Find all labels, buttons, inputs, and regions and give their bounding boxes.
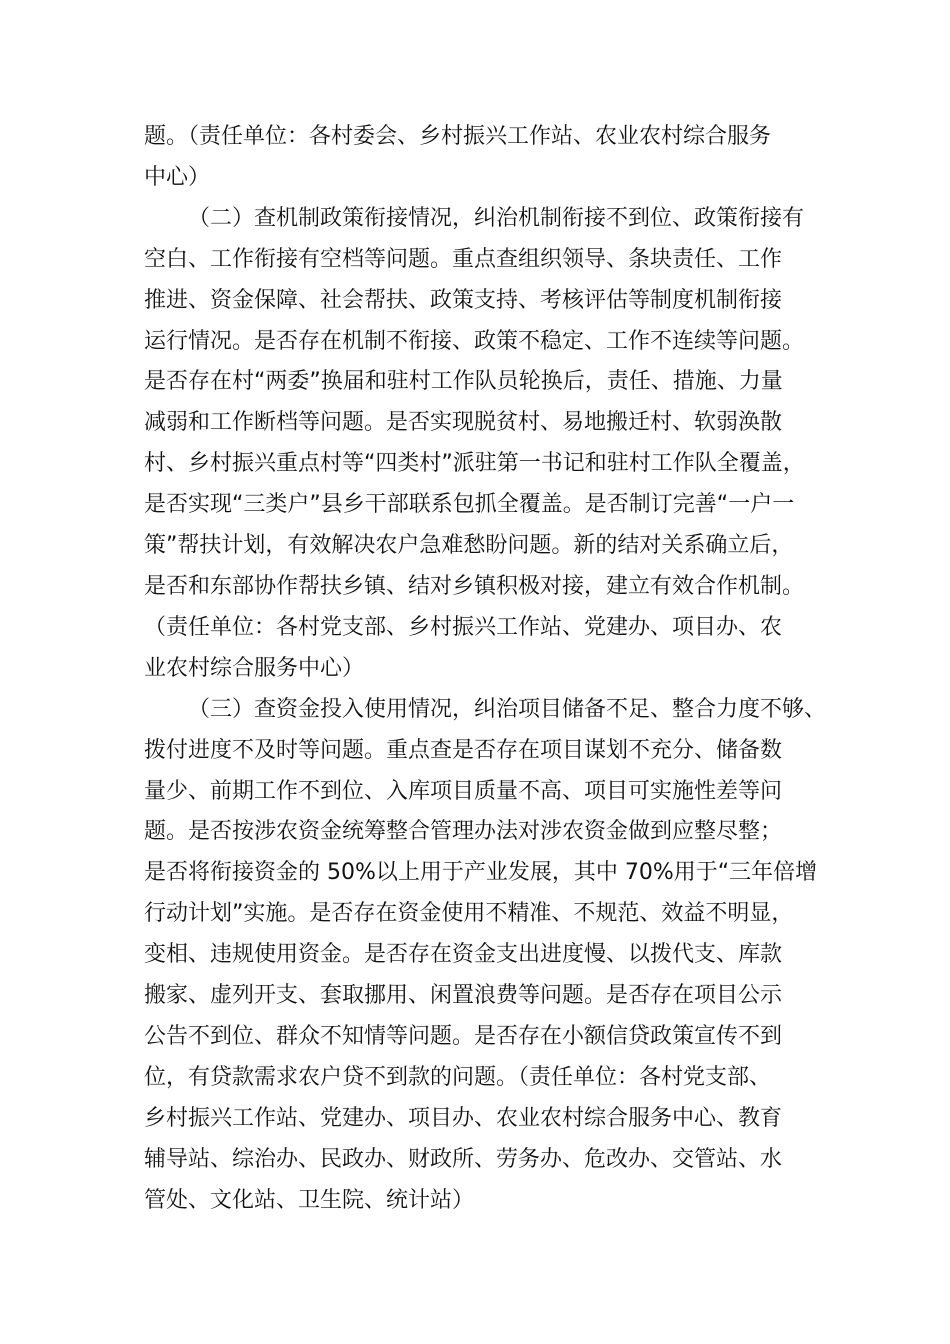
text-line: 运行情况。是否存在机制不衔接、政策不稳定、工作不连续等问题。 <box>144 328 805 354</box>
text-line: 量少、前期工作不到位、入库项目质量不高、项目可实施性差等问 <box>144 778 783 804</box>
text-line: 减弱和工作断档等问题。是否实现脱贫村、易地搬迁村、软弱涣散 <box>144 410 783 436</box>
text-line: 业农村综合服务中心） <box>144 655 365 681</box>
text-line: 题。是否按涉农资金统筹整合管理办法对涉农资金做到应整尽整； <box>144 819 783 845</box>
text-line: 拨付进度不及时等问题。重点查是否存在项目谋划不充分、储备数 <box>144 737 783 763</box>
text-line: 变相、违规使用资金。是否存在资金支出进度慢、以拨代支、库款 <box>144 942 783 968</box>
text-line: 搬家、虚列开支、套取挪用、闲置浪费等问题。是否存在项目公示 <box>144 983 783 1009</box>
text-line: 是否实现“三类户”县乡干部联系包抓全覆盖。是否制订完善“一户一 <box>144 492 795 518</box>
text-line-indented: （三）查资金投入使用情况，纠治项目储备不足、整合力度不够、 <box>188 696 827 722</box>
text-line: 题。（责任单位：各村委会、乡村振兴工作站、农业农村综合服务 <box>144 124 772 149</box>
document-body <box>144 117 828 1221</box>
text-line: 行动计划”实施。是否存在资金使用不精准、不规范、效益不明显， <box>144 901 794 927</box>
text-line: 中心） <box>144 164 211 190</box>
text-line: 辅导站、综治办、民政办、财政所、劳务办、危改办、交管站、水 <box>144 1146 783 1172</box>
text-line: （责任单位：各村党支部、乡村振兴工作站、党建办、项目办、农 <box>144 614 783 640</box>
text-line: 公告不到位、群众不知情等问题。是否存在小额信贷政策宣传不到 <box>144 1023 783 1049</box>
text-line-indented: （二）查机制政策衔接情况，纠治机制衔接不到位、政策衔接有 <box>188 205 805 231</box>
text-line: 策”帮扶计划，有效解决农户急难愁盼问题。新的结对关系确立后， <box>144 533 794 559</box>
paragraph-section-three <box>144 690 828 1222</box>
text-line: 空白、工作衔接有空档等问题。重点查组织领导、条块责任、工作 <box>144 246 783 272</box>
text-line: 是否和东部协作帮扶乡镇、结对乡镇积极对接，建立有效合作机制。 <box>144 573 805 599</box>
paragraph-section-two <box>144 199 828 690</box>
text-line: 推进、资金保障、社会帮扶、政策支持、考核评估等制度机制衔接 <box>144 287 783 313</box>
text-line: 管处、文化站、卫生院、统计站） <box>144 1187 475 1213</box>
text-line: 乡村振兴工作站、党建办、项目办、农业农村综合服务中心、教育 <box>144 1105 783 1131</box>
text-line: 村、乡村振兴重点村等“四类村”派驻第一书记和驻村工作队全覆盖， <box>144 451 805 477</box>
text-line: 位，有贷款需求农户贷不到款的问题。（责任单位：各村党支部、 <box>144 1064 772 1090</box>
paragraph-continuation <box>144 117 828 199</box>
text-line: 是否存在村“两委”换届和驻村工作队员轮换后，责任、措施、力量 <box>144 369 783 395</box>
text-line: 是否将衔接资金的 50%以上用于产业发展，其中 70%用于“三年倍增 <box>144 860 818 886</box>
